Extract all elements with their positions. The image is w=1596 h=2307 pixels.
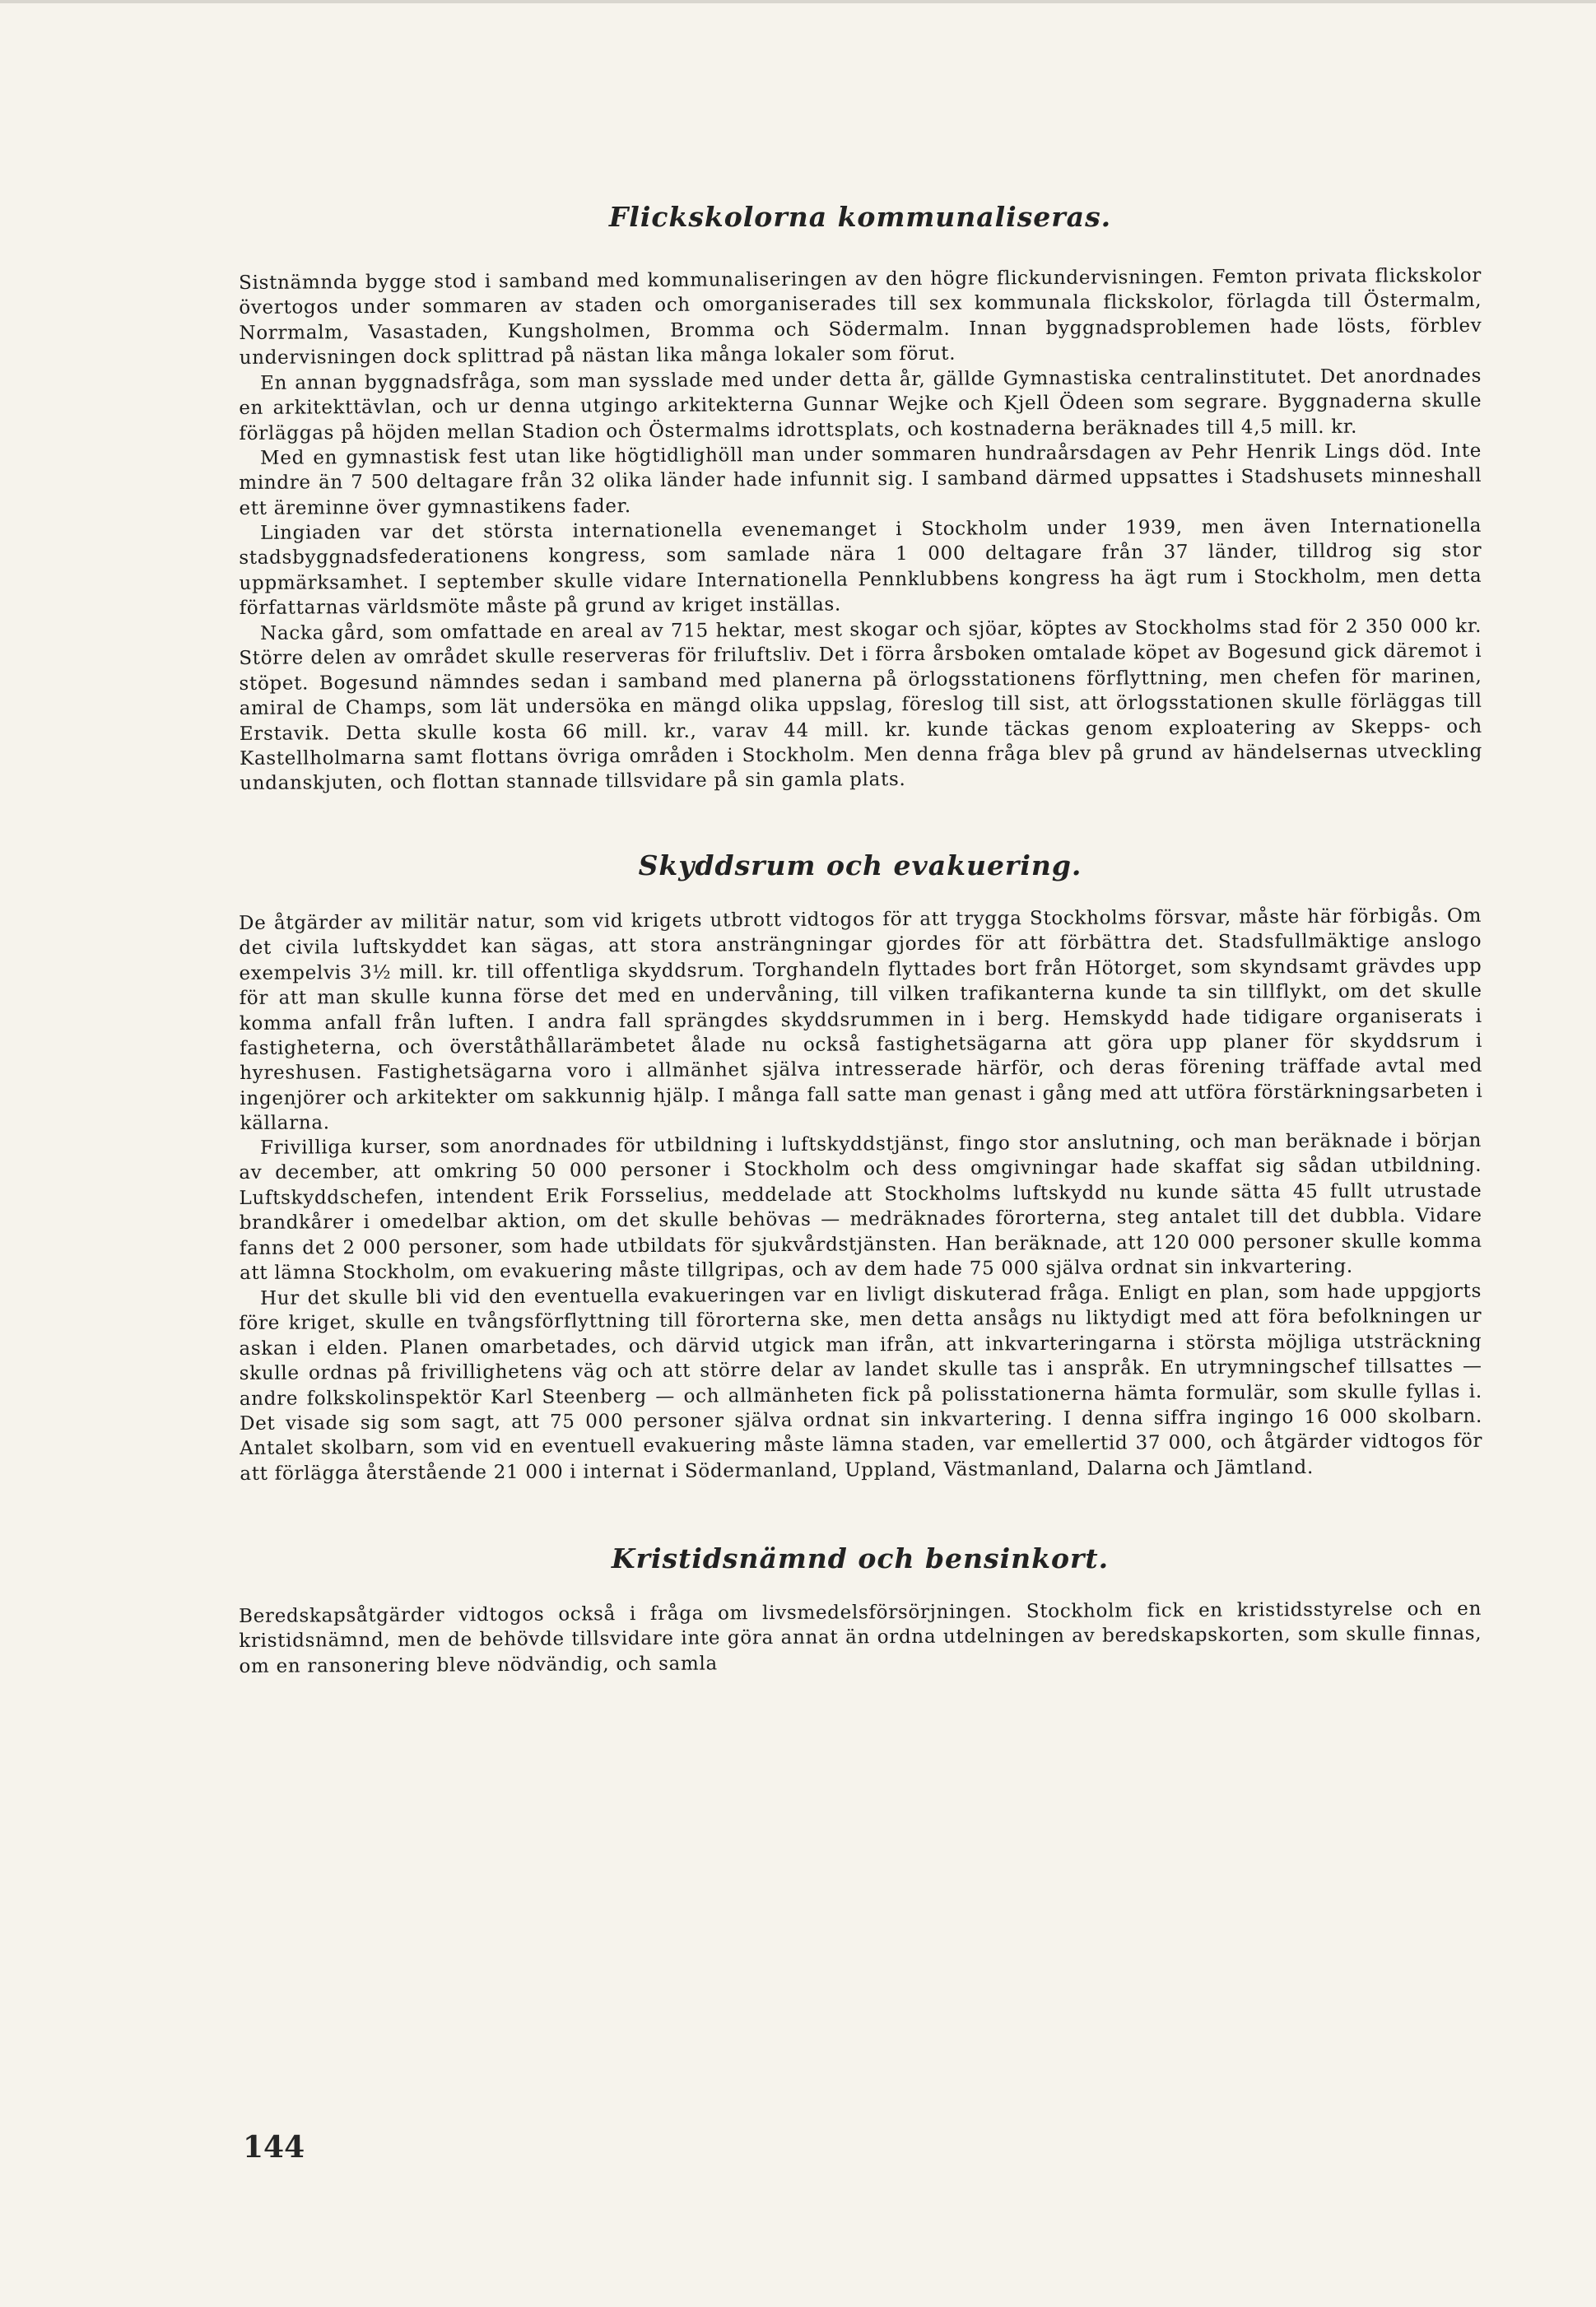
paragraph: Med en gymnastisk fest utan like högtidlighöll man under sommaren hundraårsdagen av Pehr Henrik Lings död. Inte mindre än 7 500 deltagare från 32 olika länder hade infunnit sig. I samband därmed uppsattes i Stadshusets minneshall ett äreminne över gymnastikens fader. bbox=[239, 440, 1482, 519]
paragraph: Frivilliga kurser, som anordnades för utbildning i luftskyddstjänst, fingo stor anslutning, och man beräknade i början av december, att omkring 50 000 personer i Stockholm och dess omgivningar hade skaffat sig sådan utbildning. Luftskyddschefen, intendent Erik Forsselius, meddelade att Stockholms luftskydd nu kunde sätta 45 fullt utrustade brandkårer i omedelbar aktion, om det skulle behövas — medräknades förorterna, steg antalet till det dubbla. Vidare fanns det 2 000 personer, som hade utbildats för sjukvårdstjänsten. Han beräknade, att 120 000 personer skulle komma att lämna Stockholm, om evakuering måste tillgripas, och av dem hade 75 000 själva ordnat sin inkvartering. bbox=[239, 1129, 1482, 1285]
heading-skyddsrum: Skyddsrum och evakuering. bbox=[638, 849, 1082, 881]
heading-kristidsnamnd: Kristidsnämnd och bensinkort. bbox=[611, 1542, 1110, 1574]
page-body bbox=[239, 189, 1482, 1679]
top-edge-rule bbox=[0, 0, 1596, 3]
heading-flickskolorna: Flickskolorna kommunaliseras. bbox=[608, 201, 1112, 233]
page-number: 144 bbox=[243, 2130, 305, 2165]
paragraph: Nacka gård, som omfattade en areal av 715 hektar, mest skogar och sjöar, köptes av Stockholms stad för 2 350 000 kr. Större delen av området skulle reserveras för friluftsliv. Det i förra årsboken omtalade köpet av Bogesund gick däremot i stöpet. Bogesund nämndes sedan i samband med planerna på örlogsstationens förflyttning, men chefen för marinen, amiral de Champs, som lät undersöka en mängd olika uppslag, föreslog till sist, att örlogsstationen skulle förläggas till Erstavik. Detta skulle kosta 66 mill. kr., varav 44 mill. kr. kunde täckas genom exploatering av Skepps- och Kastellholmarna samt flottans övriga områden i Stockholm. Men denna fråga blev på grund av händelsernas utveckling undanskjuten, och flottan stannade tillsvidare på sin gamla plats. bbox=[239, 615, 1483, 795]
paragraph: Lingiaden var det största internationella evenemanget i Stockholm under 1939, men även Internationella stadsbyggnadsfederationens kongress, som samlade nära 1 000 deltagare från 37 länder, tilldrog sig stor uppmärksamhet. I september skulle vidare Internationella Pennklubbens kongress ha ägt rum i Stockholm, men detta författarnas världsmöte måste på grund av kriget inställas. bbox=[239, 514, 1482, 620]
paragraph: Beredskapsåtgärder vidtogos också i fråga om livsmedelsförsörjningen. Stockholm fick en kristidsstyrelse och en kristidsnämnd, men de behövde tillsvidare inte göra annat än ordna utdelningen av beredskapskorten, som skulle finnas, om en ransonering bleve nödvändig, och samla bbox=[239, 1598, 1482, 1677]
section-flickskolorna bbox=[239, 264, 1483, 797]
section-skyddsrum bbox=[239, 905, 1483, 1486]
paragraph: Sistnämnda bygge stod i samband med kommunaliseringen av den högre flickundervisningen. Femton privata flickskolor övertogos under sommaren av staden och omorganiserades till sex kommunala flickskolor, förlagda till Östermalm, Norrmalm, Vasastaden, Kungsholmen, Bromma och Södermalm. Innan byggnadsproblemen hade lösts, förblev undervisningen dock splittrad på nästan lika många lokaler som förut. bbox=[239, 264, 1482, 370]
paragraph: De åtgärder av militär natur, som vid krigets utbrott vidtogos för att trygga Stockholms försvar, måste här förbigås. Om det civila luftskyddet kan sägas, att stora ansträngningar gjordes för att förbättra det. Stadsfullmäktige anslogo exempelvis 3½ mill. kr. till offentliga skyddsrum. Torghandeln flyttades bort från Hötorget, som skyndsamt grävdes upp för att man skulle kunna förse det med en undervåning, till vilken trafikanterna kunde ta sin tillflykt, om det skulle komma anfall från luften. I andra fall sprängdes skyddsrummen in i berg. Hemskydd hade tidigare organiserats i fastigheterna, och överståthållarämbetet ålade nu också fastighetsägarna att göra upp planer för skyddsrum i hyreshusen. Fastighetsägarna voro i allmänhet själva intresserade härför, och deras förening träffade avtal med ingenjörer och arkitekter om sakkunnig hjälp. I många fall satte man genast i gång med att utföra förstärkningsarbeten i källarna. bbox=[239, 905, 1483, 1134]
paragraph: Hur det skulle bli vid den eventuella evakueringen var en livligt diskuterad fråga. Enligt en plan, som hade uppgjorts före kriget, skulle en tvångsförflyttning till förorterna ske, men detta ansågs nu liktydigt med att föra befolkningen ur askan i elden. Planen omarbetades, och därvid utgick man ifrån, att inkvarteringarna i största möjliga utsträckning skulle ordnas på frivillighetens väg och att större delar av landet skulle tas i anspråk. En utrymningschef tillsattes — andre folkskolinspektör Karl Steenberg — och allmänheten fick på polisstationerna hämta formulär, som skulle fyllas i. Det visade sig som sagt, att 75 000 personer själva ordnat sin inkvartering. I denna siffra ingingo 16 000 skolbarn. Antalet skolbarn, som vid en eventuell evakuering måste lämna staden, var emellertid 37 000, och åtgärder vidtogos för att förlägga återstående 21 000 i internat i Södermanland, Uppland, Västmanland, Dalarna och Jämtland. bbox=[239, 1280, 1483, 1485]
paragraph: En annan byggnadsfråga, som man sysslade med under detta år, gällde Gymnastiska centralinstitutet. Det anordnades en arkitekttävlan, och ur denna utgingo arkitekterna Gunnar Wejke och Kjell Ödeen som segrare. Byggnaderna skulle förläggas på höjden mellan Stadion och Östermalms idrottsplats, och kostnaderna beräknades till 4,5 mill. kr. bbox=[239, 365, 1482, 444]
section-kristidsnamnd bbox=[239, 1598, 1482, 1679]
